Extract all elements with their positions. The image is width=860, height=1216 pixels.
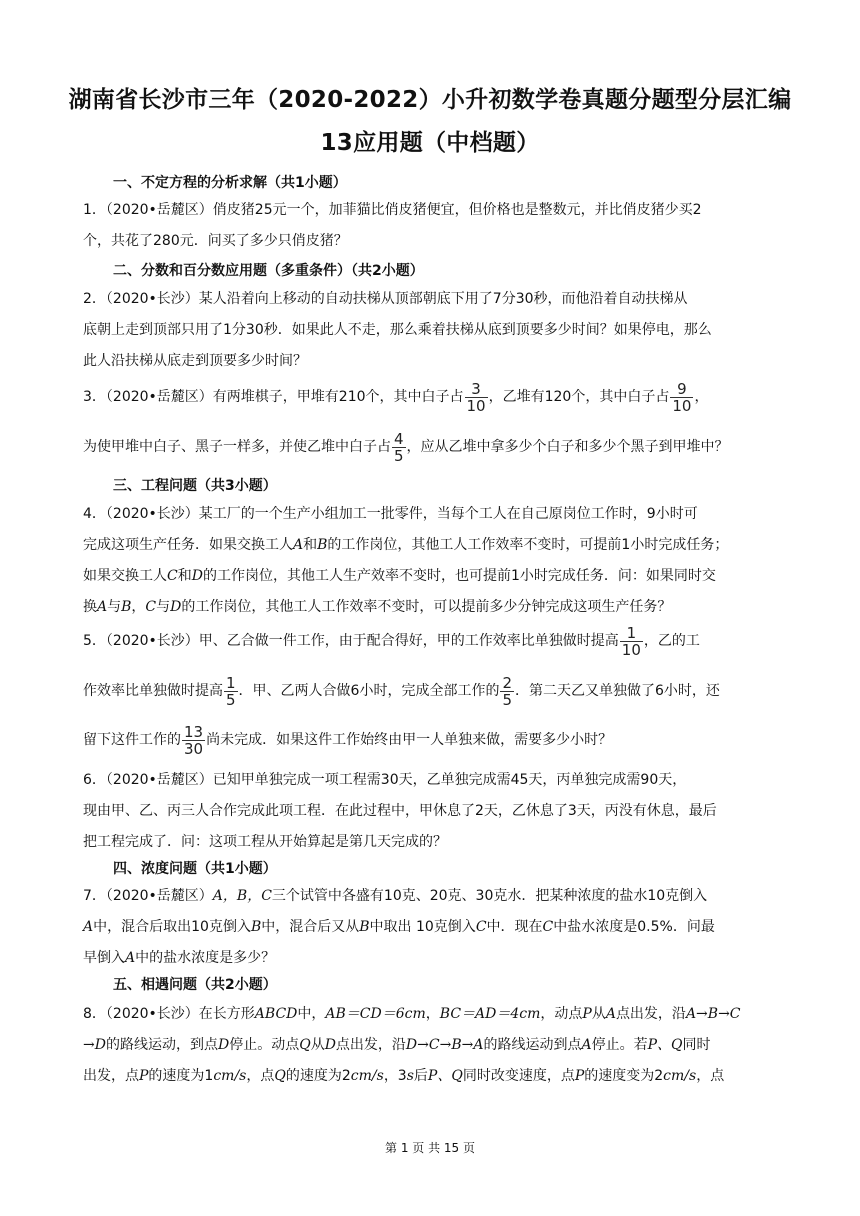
question-4-text: 如果交换工人 — [83, 568, 167, 584]
question-7-text: 中的盐水浓度是多少？ — [135, 950, 276, 966]
variable-a: A — [605, 1006, 616, 1022]
variable-p: P — [139, 1068, 149, 1084]
question-8-text: 的速度变为2 — [584, 1068, 664, 1084]
question-7-text: 中，混合后取出10克倒入 — [93, 919, 251, 935]
question-4-text: 的工作岗位，其他工人工作效率不变时，可提前1小时完成任务； — [327, 537, 729, 553]
variable-c: C — [542, 919, 554, 935]
variable-d: D — [191, 568, 203, 584]
question-5-text: ，乙的工 — [643, 633, 700, 649]
question-8-line-2 — [83, 1036, 779, 1054]
fraction-denominator: 5 — [226, 690, 236, 709]
question-3-line-1 — [83, 377, 779, 417]
question-5-text: 留下这件工作的 — [83, 732, 181, 748]
section-heading-1: 一、不定方程的分析求解（共1小题） — [113, 175, 347, 191]
question-8-text: 停止。动点 — [229, 1037, 300, 1053]
fraction-numerator: 3 — [465, 381, 488, 398]
section-heading-2: 二、分数和百分数应用题（多重条件）（共2小题） — [113, 263, 424, 279]
question-7-text: 7．（2020•岳麓区） — [83, 888, 213, 904]
question-7-text: 中盐水浓度是0.5%．问最 — [553, 919, 715, 935]
question-5-text: ．甲、乙两人合做6小时，完成全部工作的 — [238, 683, 500, 699]
fraction-1-5 — [224, 675, 238, 708]
variables-p-q: P、Q — [647, 1037, 683, 1053]
question-8-text: ，动点 — [540, 1006, 583, 1022]
question-3-text-c: ， — [694, 389, 709, 405]
fraction-numerator: 1 — [620, 625, 643, 642]
question-8-text: 后 — [413, 1068, 428, 1084]
fraction-9-10 — [670, 381, 693, 414]
question-5-text: ．第二天乙又单独做了6小时，还 — [515, 683, 720, 699]
variable-a: A — [293, 537, 304, 553]
question-6-line-2: 现由甲、乙、丙三人合作完成此项工程．在此过程中，甲休息了2天，乙休息了3天，丙没有休息，最后 — [83, 803, 717, 819]
path-a-b-c: A→B→C — [685, 1006, 741, 1022]
question-5-text: 尚未完成．如果这件工作始终由甲一人单独来做，需要多少小时？ — [206, 732, 613, 748]
question-8-text: 的路线运动，到点 — [105, 1037, 218, 1053]
question-8-text: 出发，点 — [83, 1068, 139, 1084]
fraction-4-5 — [392, 431, 406, 464]
question-8-text: 的路线运动到点 — [483, 1037, 582, 1053]
fraction-denominator: 10 — [466, 396, 486, 415]
question-8-text: 的速度为1 — [148, 1068, 214, 1084]
variable-b: B — [317, 537, 328, 553]
variable-c: C — [145, 599, 157, 615]
variable-a: A — [83, 919, 94, 935]
question-4-text: 与 — [107, 599, 122, 615]
question-7-text: 中取出 10克倒入 — [369, 919, 476, 935]
question-3-text-a: 3．（2020•岳麓区）有两堆棋子，甲堆有210个，其中白子占 — [83, 389, 464, 405]
question-4-text: 完成这项生产任务．如果交换工人 — [83, 537, 293, 553]
question-7-text: 早倒入 — [83, 950, 125, 966]
question-5-text: 5．（2020•长沙）甲、乙合做一件工作，由于配合得好，甲的工作效率比单独做时提高 — [83, 633, 619, 649]
question-8-text: 同时 — [682, 1037, 711, 1053]
question-3-text-e: ，应从乙堆中拿多少个白子和多少个黑子到甲堆中？ — [406, 439, 729, 455]
variable-q: Q — [274, 1068, 286, 1084]
fraction-3-10 — [465, 381, 488, 414]
question-6-line-3: 把工程完成了．问：这项工程从开始算起是第几天完成的？ — [83, 834, 447, 850]
variable-c: C — [167, 568, 178, 584]
question-1-line-1: 1．（2020•岳麓区）俏皮猪25元一个，加菲猫比俏皮猪便宜，但价格也是整数元，并比俏皮猪少买2 — [83, 202, 702, 218]
document-title-line2: 13应用题（中档题） — [320, 130, 540, 156]
question-8-text: 中， — [297, 1006, 326, 1022]
question-8-line-3 — [83, 1067, 779, 1085]
question-8-text: 的速度为2 — [285, 1068, 351, 1084]
question-5-line-1 — [83, 621, 779, 661]
question-8-text: 从 — [591, 1006, 606, 1022]
question-8-text: 停止。若 — [591, 1037, 648, 1053]
question-7-line-1 — [83, 887, 779, 905]
question-4-line-3 — [83, 567, 779, 585]
unit-cm-per-s: cm/s — [213, 1068, 247, 1084]
question-1-line-2: 个，共花了280元．问买了多少只俏皮猪？ — [83, 233, 348, 249]
question-4-text: 与 — [156, 599, 171, 615]
question-4-text: 和 — [177, 568, 192, 584]
question-7-text: 三个试管中各盛有10克、20克、30克水．把某种浓度的盐水10克倒入 — [271, 888, 708, 904]
question-2-line-1: 2．（2020•长沙）某人沿着向上移动的自动扶梯从顶部朝底下用了7分30秒，而他沿着自动扶梯从 — [83, 291, 688, 307]
question-4-line-2 — [83, 536, 779, 554]
question-8-text: 从 — [310, 1037, 325, 1053]
variable-b: B — [250, 919, 262, 935]
question-2-line-2: 底朝上走到顶部只用了1分30秒．如果此人不走，那么乘着扶梯从底到顶要多少时间？如果停电，那么 — [83, 322, 712, 338]
fraction-numerator: 1 — [226, 673, 236, 692]
question-2-line-3: 此人沿扶梯从底走到顶要多少时间？ — [83, 353, 307, 369]
question-7-text: 中．现在 — [486, 919, 543, 935]
fraction-2-5 — [500, 675, 514, 708]
question-8-text: 同时改变速度，点 — [462, 1068, 575, 1084]
variable-p: P — [574, 1068, 585, 1084]
path-to-d: →D — [83, 1037, 106, 1053]
variable-p: P — [582, 1006, 592, 1022]
question-8-text: 点出发，沿 — [615, 1006, 686, 1022]
variable-abcd: ABCD — [254, 1006, 298, 1022]
question-4-text: 换 — [83, 599, 97, 615]
variable-b: B — [359, 919, 370, 935]
question-8-text: ，点 — [246, 1068, 275, 1084]
question-8-text: 点出发，沿 — [335, 1037, 406, 1053]
question-4-text: ， — [131, 599, 146, 615]
question-8-line-1 — [83, 1005, 779, 1023]
question-4-text: 的工作岗位，其他工人生产效率不变时，也可提前1小时完成任务．问：如果同时交 — [202, 568, 716, 584]
question-4-line-1: 4．（2020•长沙）某工厂的一个生产小组加工一批零件，当每个工人在自己原岗位工作时，9小时可 — [83, 506, 698, 522]
question-4-text: 和 — [303, 537, 318, 553]
question-8-text: 8．（2020•长沙）在长方形 — [83, 1006, 255, 1022]
fraction-denominator: 10 — [672, 396, 692, 415]
fraction-numerator: 2 — [502, 673, 512, 692]
fraction-numerator: 4 — [394, 429, 404, 448]
variable-a: A — [125, 950, 136, 966]
variable-d: D — [324, 1037, 336, 1053]
variable-a: A — [581, 1037, 592, 1053]
variable-a: A — [97, 599, 108, 615]
fraction-1-10 — [620, 625, 643, 658]
unit-cm-per-s: cm/s — [663, 1068, 697, 1084]
fraction-denominator: 30 — [184, 739, 204, 758]
equation-bc-ad: BC＝AD＝4cm — [439, 1006, 541, 1022]
question-5-line-2 — [83, 671, 779, 711]
document-title-line1: 湖南省长沙市三年（2020-2022）小升初数学卷真题分题型分层汇编 — [68, 87, 792, 113]
variable-d: D — [170, 599, 182, 615]
question-3-line-2 — [83, 427, 779, 467]
variable-b: B — [121, 599, 132, 615]
unit-cm-per-s: cm/s — [350, 1068, 384, 1084]
fraction-denominator: 10 — [621, 640, 641, 659]
variable-c: C — [475, 919, 487, 935]
question-5-line-3 — [83, 720, 779, 760]
page-footer: 第 1 页 共 15 页 — [385, 1141, 475, 1155]
fraction-denominator: 5 — [394, 446, 404, 465]
variable-q: Q — [299, 1037, 311, 1053]
section-heading-3: 三、工程问题（共3小题） — [113, 478, 277, 494]
question-7-line-3 — [83, 949, 779, 967]
unit-s: s — [406, 1068, 414, 1084]
question-3-text-b: ，乙堆有120个，其中白子占 — [488, 389, 670, 405]
fraction-numerator: 9 — [670, 381, 693, 398]
equation-ab-cd: AB＝CD＝6cm — [325, 1006, 426, 1022]
question-8-text: ，点 — [696, 1068, 725, 1084]
variables-p-q: P、Q — [427, 1068, 463, 1084]
fraction-13-30 — [182, 724, 205, 757]
question-3-text-d: 为使甲堆中白子、黑子一样多，并使乙堆中白子占 — [83, 439, 391, 455]
question-4-line-4 — [83, 598, 779, 616]
path-d-c-b-a: D→C→B→A — [405, 1037, 484, 1053]
question-7-text: 中，混合后又从 — [261, 919, 360, 935]
question-6-line-1: 6．（2020•岳麓区）已知甲单独完成一项工程需30天，乙单独完成需45天，丙单独完成需90天， — [83, 772, 687, 788]
question-5-text: 作效率比单独做时提高 — [83, 683, 223, 699]
question-7-line-2 — [83, 918, 779, 936]
section-heading-4: 四、浓度问题（共1小题） — [113, 861, 277, 877]
question-8-text: ，3 — [383, 1068, 407, 1084]
question-8-text: ， — [425, 1006, 440, 1022]
fraction-numerator: 13 — [184, 722, 204, 741]
fraction-denominator: 5 — [502, 690, 512, 709]
question-4-text: 的工作岗位，其他工人工作效率不变时，可以提前多少分钟完成这项生产任务？ — [181, 599, 672, 615]
variable-d: D — [217, 1037, 230, 1053]
variables-abc: A，B，C — [212, 888, 272, 904]
section-heading-5: 五、相遇问题（共2小题） — [113, 977, 277, 993]
